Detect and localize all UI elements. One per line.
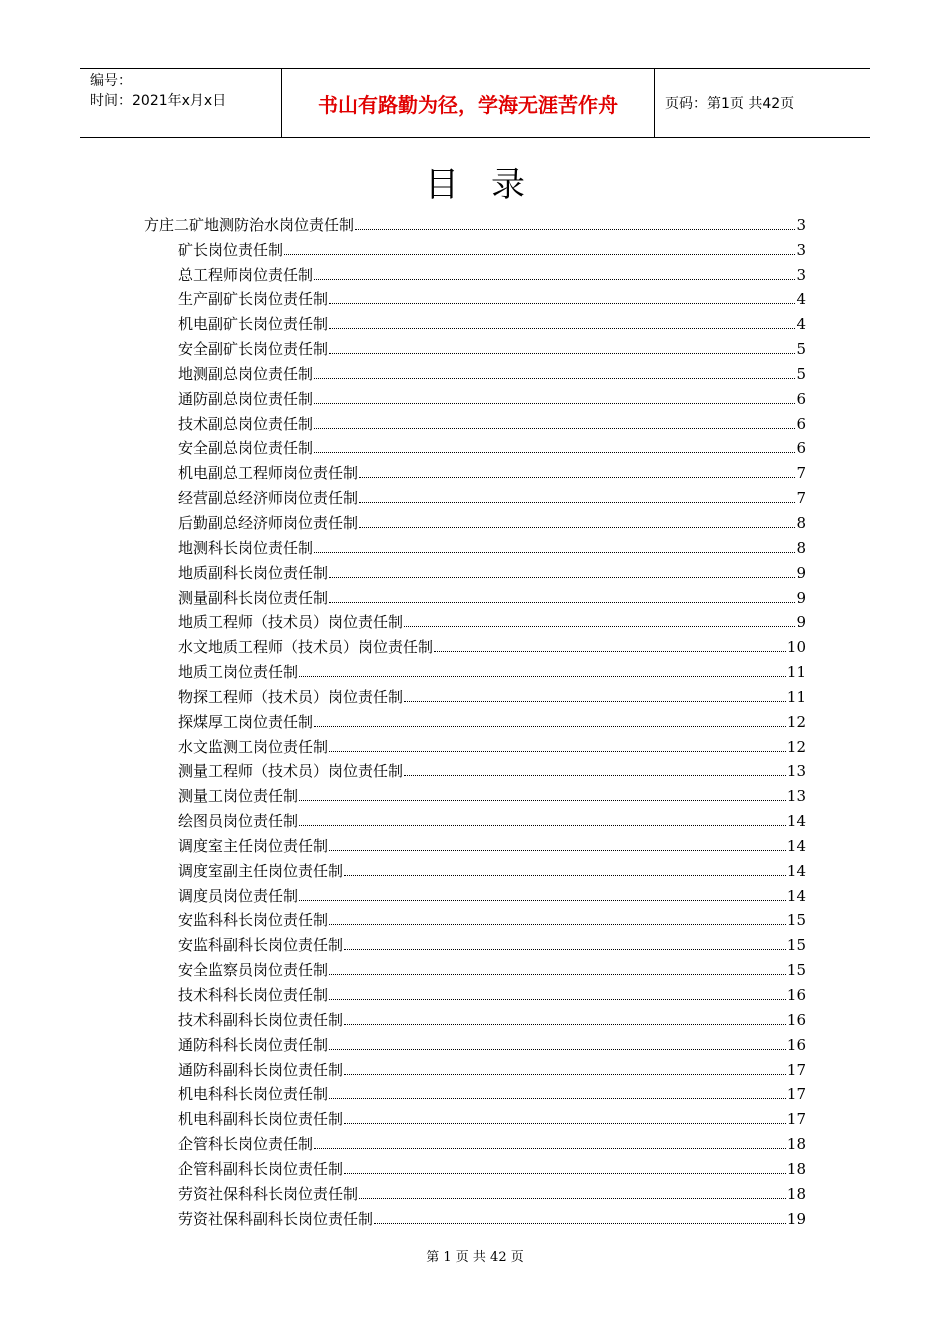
toc-leader-dots (329, 1097, 786, 1099)
toc-entry-text: 调度室主任岗位责任制 (178, 836, 329, 855)
toc-entry-text: 安监科科长岗位责任制 (178, 911, 329, 930)
toc-leader-dots (329, 849, 786, 851)
toc-entry-page: 18 (786, 1135, 806, 1154)
toc-entry[interactable] (144, 855, 806, 880)
page-header (80, 68, 870, 138)
toc-entry-page: 17 (786, 1110, 806, 1129)
toc-entry[interactable] (144, 979, 806, 1004)
toc-leader-dots (329, 576, 795, 578)
toc-entry[interactable] (144, 1079, 806, 1104)
toc-entry-text: 企管科长岗位责任制 (178, 1135, 314, 1154)
toc-title: 目录 (425, 165, 557, 205)
toc-entry[interactable] (144, 830, 806, 855)
toc-entry[interactable] (144, 358, 806, 383)
toc-leader-dots (314, 377, 795, 379)
toc-entry[interactable] (144, 582, 806, 607)
toc-entry-page: 16 (786, 986, 806, 1004)
toc-entry[interactable] (144, 780, 806, 805)
toc-entry-text: 技术科副科长岗位责任制 (178, 1010, 344, 1029)
toc-entry[interactable] (144, 1203, 806, 1228)
toc-entry[interactable] (144, 880, 806, 905)
toc-entry[interactable] (144, 482, 806, 507)
toc-entry-page: 8 (796, 513, 806, 532)
toc-leader-dots (314, 551, 795, 553)
toc-entry-page: 17 (786, 1085, 806, 1104)
toc-entry[interactable] (144, 656, 806, 681)
toc-leader-dots (359, 476, 795, 478)
toc-entry-text: 通防副总岗位责任制 (178, 389, 314, 408)
toc-entry[interactable] (144, 631, 806, 656)
toc-leader-dots (344, 874, 786, 876)
toc-leader-dots (344, 1073, 786, 1075)
toc-entry-page: 5 (796, 340, 806, 359)
document-number-label: 编号： (90, 73, 132, 89)
toc-entry[interactable] (144, 333, 806, 358)
toc-entry[interactable] (144, 1128, 806, 1153)
header-meta (80, 69, 282, 137)
toc-entry-page: 15 (786, 911, 806, 930)
toc-entry-text: 测量副科长岗位责任制 (178, 588, 329, 607)
toc-entry-text: 后勤副总经济师岗位责任制 (178, 513, 359, 532)
toc-entry-text: 机电科科长岗位责任制 (178, 1085, 329, 1104)
toc-entry-page: 7 (796, 464, 806, 483)
toc-leader-dots (329, 352, 795, 354)
table-of-contents (144, 209, 806, 1228)
toc-entry[interactable] (144, 507, 806, 532)
toc-leader-dots (314, 278, 795, 280)
toc-leader-dots (359, 526, 795, 528)
toc-entry[interactable] (144, 1029, 806, 1054)
toc-entry[interactable] (144, 532, 806, 557)
toc-entry-page: 12 (786, 737, 806, 756)
toc-entry-text: 通防科科长岗位责任制 (178, 1035, 329, 1054)
toc-entry-page: 5 (796, 364, 806, 383)
toc-entry-text: 水文地质工程师（技术员）岗位责任制 (178, 638, 434, 657)
toc-leader-dots (314, 1147, 786, 1149)
toc-leader-dots (374, 1222, 786, 1224)
toc-entry-page: 14 (786, 836, 806, 855)
toc-leader-dots (329, 998, 786, 1000)
toc-leader-dots (329, 750, 786, 752)
toc-entry-page: 18 (786, 1159, 806, 1178)
toc-entry-text: 通防科副科长岗位责任制 (178, 1060, 344, 1079)
toc-entry-text: 安全副总岗位责任制 (178, 439, 314, 458)
toc-entry-page: 16 (786, 1035, 806, 1054)
toc-entry-text: 调度室副主任岗位责任制 (178, 861, 344, 880)
toc-entry-text: 机电科副科长岗位责任制 (178, 1110, 344, 1129)
toc-entry[interactable] (144, 805, 806, 830)
toc-leader-dots (329, 973, 786, 975)
header-page-info: 页码：第1页 共42页 (665, 96, 795, 112)
toc-entry-text: 测量工程师（技术员）岗位责任制 (178, 762, 404, 781)
toc-entry-page: 12 (786, 712, 806, 731)
toc-entry-page: 19 (786, 1209, 806, 1228)
toc-entry-page: 14 (786, 861, 806, 880)
toc-leader-dots (355, 228, 795, 230)
toc-entry-page: 8 (796, 538, 806, 557)
toc-entry-page: 6 (796, 439, 806, 458)
toc-entry[interactable] (144, 457, 806, 482)
toc-entry-page: 15 (786, 961, 806, 980)
toc-entry[interactable] (144, 1178, 806, 1203)
toc-entry-text: 企管科副科长岗位责任制 (178, 1159, 344, 1178)
toc-entry-page: 3 (796, 265, 806, 284)
toc-entry-page: 18 (786, 1184, 806, 1203)
toc-entry-page: 4 (796, 290, 806, 309)
toc-entry-page: 3 (796, 215, 806, 234)
toc-entry-page: 11 (786, 663, 806, 682)
toc-entry[interactable] (144, 557, 806, 582)
toc-entry-page: 7 (796, 489, 806, 508)
toc-leader-dots (329, 1048, 786, 1050)
toc-entry-page: 6 (796, 414, 806, 433)
toc-leader-dots (329, 923, 786, 925)
header-slogan: 书山有路勤为径，学海无涯苦作舟 (282, 69, 655, 137)
toc-leader-dots (299, 675, 786, 677)
document-time-label: 时间：2021年x月x日 (90, 93, 227, 109)
toc-leader-dots (299, 899, 786, 901)
toc-entry-text: 地测科长岗位责任制 (178, 538, 314, 557)
toc-entry-page: 9 (796, 588, 806, 607)
toc-entry[interactable] (144, 284, 806, 309)
toc-entry[interactable] (144, 433, 806, 458)
toc-entry-text: 劳资社保科副科长岗位责任制 (178, 1209, 374, 1228)
toc-entry-page: 17 (786, 1060, 806, 1079)
toc-entry-page: 9 (796, 613, 806, 632)
toc-entry-text: 劳资社保科科长岗位责任制 (178, 1184, 359, 1203)
toc-entry-page: 4 (796, 315, 806, 334)
toc-leader-dots (434, 650, 786, 652)
toc-entry-text: 经营副总经济师岗位责任制 (178, 489, 359, 508)
page-footer: 第 1 页 共 42 页 (426, 1250, 524, 1265)
toc-entry-text: 绘图员岗位责任制 (178, 812, 299, 831)
toc-entry[interactable] (144, 234, 806, 259)
toc-entry-page: 15 (786, 936, 806, 955)
toc-entry-text: 测量工岗位责任制 (178, 787, 299, 806)
toc-entry-text: 安监科副科长岗位责任制 (178, 936, 344, 955)
toc-entry[interactable] (144, 1004, 806, 1029)
toc-entry-text: 调度员岗位责任制 (178, 886, 299, 905)
toc-entry-text: 技术科科长岗位责任制 (178, 986, 329, 1004)
toc-entry[interactable] (144, 259, 806, 284)
toc-entry-text: 地质副科长岗位责任制 (178, 563, 329, 582)
toc-leader-dots (329, 601, 795, 603)
toc-entry[interactable] (144, 408, 806, 433)
toc-entry-text: 矿长岗位责任制 (178, 240, 284, 259)
toc-entry-page: 11 (786, 687, 806, 706)
toc-entry[interactable] (144, 1054, 806, 1079)
toc-entry-text: 探煤厚工岗位责任制 (178, 712, 314, 731)
toc-entry-text: 物探工程师（技术员）岗位责任制 (178, 687, 404, 706)
toc-leader-dots (404, 700, 786, 702)
toc-entry-text: 机电副总工程师岗位责任制 (178, 464, 359, 483)
toc-entry-text: 机电副矿长岗位责任制 (178, 315, 329, 334)
toc-entry-page: 14 (786, 886, 806, 905)
toc-entry[interactable] (144, 905, 806, 930)
toc-leader-dots (344, 1023, 786, 1025)
toc-entry-page: 10 (786, 638, 806, 657)
toc-leader-dots (314, 725, 786, 727)
toc-entry[interactable] (144, 607, 806, 632)
toc-entry-text: 方庄二矿地测防治水岗位责任制 (144, 215, 355, 234)
toc-entry[interactable] (144, 681, 806, 706)
toc-leader-dots (344, 1172, 786, 1174)
toc-entry-page: 14 (786, 812, 806, 831)
toc-entry-text: 安全监察员岗位责任制 (178, 961, 329, 980)
toc-leader-dots (359, 501, 795, 503)
toc-leader-dots (344, 948, 786, 950)
toc-entry-text: 地测副总岗位责任制 (178, 364, 314, 383)
toc-leader-dots (314, 402, 795, 404)
toc-entry-page: 6 (796, 389, 806, 408)
toc-leader-dots (284, 253, 795, 255)
toc-entry-text: 总工程师岗位责任制 (178, 265, 314, 284)
toc-entry-page: 9 (796, 563, 806, 582)
toc-entry-text: 水文监测工岗位责任制 (178, 737, 329, 756)
toc-entry-text: 安全副矿长岗位责任制 (178, 340, 329, 359)
toc-entry-text: 地质工程师（技术员）岗位责任制 (178, 613, 404, 632)
toc-entry[interactable] (144, 1103, 806, 1128)
toc-entry[interactable] (144, 706, 806, 731)
toc-entry-page: 3 (796, 240, 806, 259)
toc-entry-text: 地质工岗位责任制 (178, 663, 299, 682)
toc-leader-dots (299, 824, 786, 826)
toc-leader-dots (329, 302, 795, 304)
toc-entry-page: 13 (786, 787, 806, 806)
toc-entry[interactable] (144, 929, 806, 954)
toc-leader-dots (314, 451, 795, 453)
toc-entry[interactable] (144, 731, 806, 756)
toc-leader-dots (314, 427, 795, 429)
toc-entry[interactable] (144, 383, 806, 408)
toc-entry-page: 13 (786, 762, 806, 781)
toc-entry[interactable] (144, 209, 806, 234)
toc-leader-dots (299, 799, 786, 801)
toc-entry[interactable] (144, 1153, 806, 1178)
toc-entry[interactable] (144, 308, 806, 333)
toc-leader-dots (404, 774, 786, 776)
toc-entry[interactable] (144, 954, 806, 979)
toc-entry[interactable] (144, 756, 806, 781)
toc-leader-dots (329, 327, 795, 329)
toc-leader-dots (404, 625, 795, 627)
toc-entry-page: 16 (786, 1010, 806, 1029)
toc-entry-text: 生产副矿长岗位责任制 (178, 290, 329, 309)
toc-leader-dots (344, 1122, 786, 1124)
toc-leader-dots (359, 1197, 786, 1199)
toc-entry-text: 技术副总岗位责任制 (178, 414, 314, 433)
